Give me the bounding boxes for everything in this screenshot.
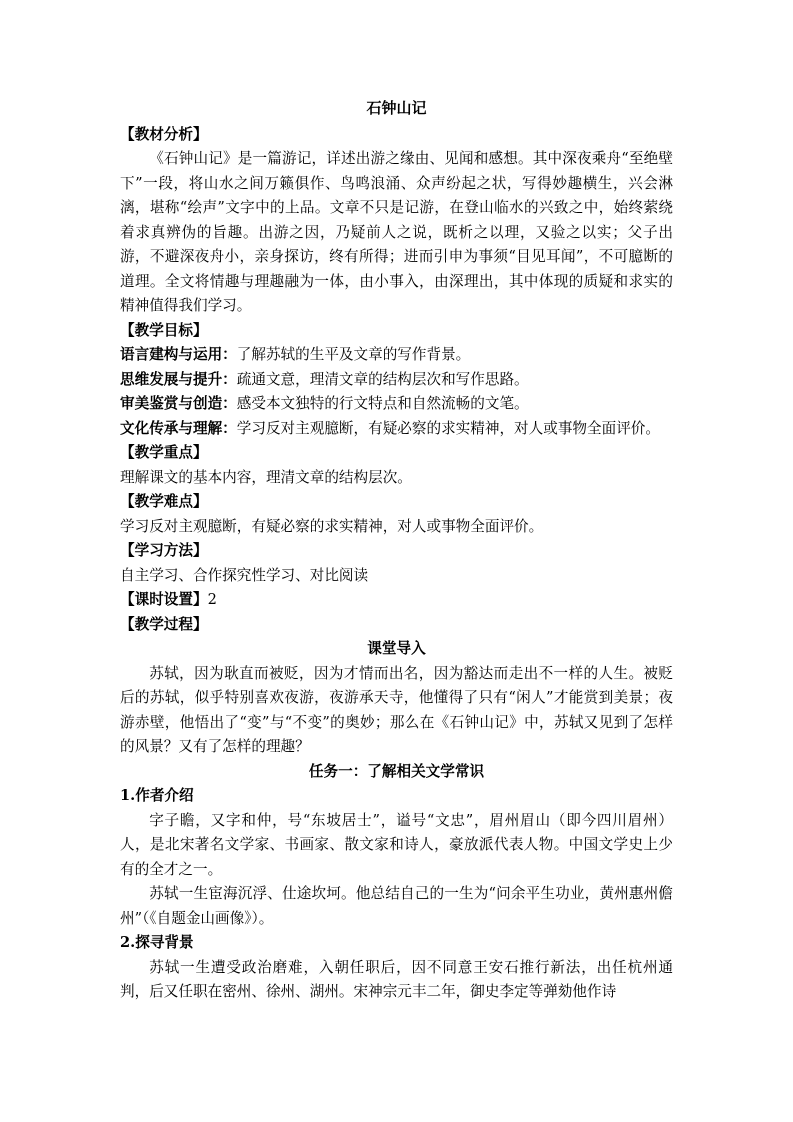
analysis-paragraph: 《石钟山记》是一篇游记，详述出游之缘由、见闻和感想。其中深夜乘舟“至绝壁下”一段，将山水之间万籁俱作、鸟鸣浪涌、众声纷起之状，写得妙趣横生，兴会淋漓，堪称“绘声”文字中的上品。文章不只是记游，在登山临水的兴致之中，始终萦绕着求真辨伪的旨趣。出游之因，乃疑前人之说，既析之以理，又验之以实；父子出游，不避深夜舟小，亲身探访，终有所得；进而引申为事须“目见耳闻”，不可臆断的道理。全文将情趣与理趣融为一体，由小事入，由深理出，其中体现的质疑和求实的精神值得我们学习。 [120,150,673,314]
section-heading-method: 【学习方法】 [120,542,208,559]
goal-label: 审美鉴赏与创造： [120,395,237,412]
goal-item [120,392,673,417]
author-heading: 1.作者介绍 [120,787,194,804]
hours-value: 2 [207,591,217,608]
key-paragraph: 理解课文的基本内容，理清文章的结构层次。 [120,468,412,486]
goal-item [120,417,673,442]
section-heading-difficult: 【教学难点】 [120,493,208,510]
difficult-paragraph: 学习反对主观臆断，有疑必察的求实精神，对人或事物全面评价。 [120,517,544,535]
goal-item [120,368,673,393]
background-heading: 2.探寻背景 [120,934,194,951]
author-paragraph: 字子瞻，又字和仲，号“东坡居士”，谥号“文忠”，眉州眉山（即今四川眉州）人，是北宋著名文学家、书画家、散文家和诗人，豪放派代表人物。中国文学史上少有的全才之一。 [120,811,673,878]
author-paragraph: 苏轼一生宦海沉浮、仕途坎坷。他总结自己的一生为“问余平生功业，黄州惠州儋州”（《自题金山画像》）。 [120,885,673,927]
goal-text: 学习反对主观臆断，有疑必察的求实精神，对人或事物全面评价。 [236,419,660,437]
goal-label: 语言建构与运用： [120,346,237,363]
intro-paragraph: 苏轼，因为耿直而被贬，因为才情而出名，因为豁达而走出不一样的人生。被贬后的苏轼，似乎特别喜欢夜游，夜游承天寺，他懂得了只有“闲人”才能赏到美景；夜游赤壁，他悟出了“变”与“不变”的奥妙；那么在《石钟山记》中，苏轼又见到了怎样的风景？又有了怎样的理趣？ [120,664,673,755]
task1-heading: 任务一：了解相关文学常识 [308,762,485,780]
section-heading-process: 【教学过程】 [120,615,208,633]
background-paragraph: 苏轼一生遭受政治磨难，入朝任职后，因不同意王安石推行新法，出任杭州通判，后又任职在密州、徐州、湖州。宋神宗元丰二年，御史李定等弹劾他作诗 [120,958,673,1000]
goal-text: 了解苏轼的生平及文章的写作背景。 [236,346,471,363]
goal-text: 疏通文意，理清文章的结构层次和写作思路。 [236,370,529,388]
document-title: 石钟山记 [366,99,427,117]
document-page [120,96,673,1005]
goal-text: 感受本文独特的行文特点和自然流畅的文笔。 [236,395,529,412]
section-heading-hours [120,588,673,613]
section-heading-analysis: 【教材分析】 [120,125,208,143]
goal-label: 思维发展与提升： [120,370,237,388]
method-paragraph: 自主学习、合作探究性学习、对比阅读 [120,566,369,584]
section-heading-goals: 【教学目标】 [120,321,208,339]
goal-item [120,343,673,368]
goal-label: 文化传承与理解： [120,419,237,437]
hours-label: 【课时设置】 [120,591,208,608]
intro-heading: 课堂导入 [367,640,426,657]
section-heading-key: 【教学重点】 [120,444,208,461]
